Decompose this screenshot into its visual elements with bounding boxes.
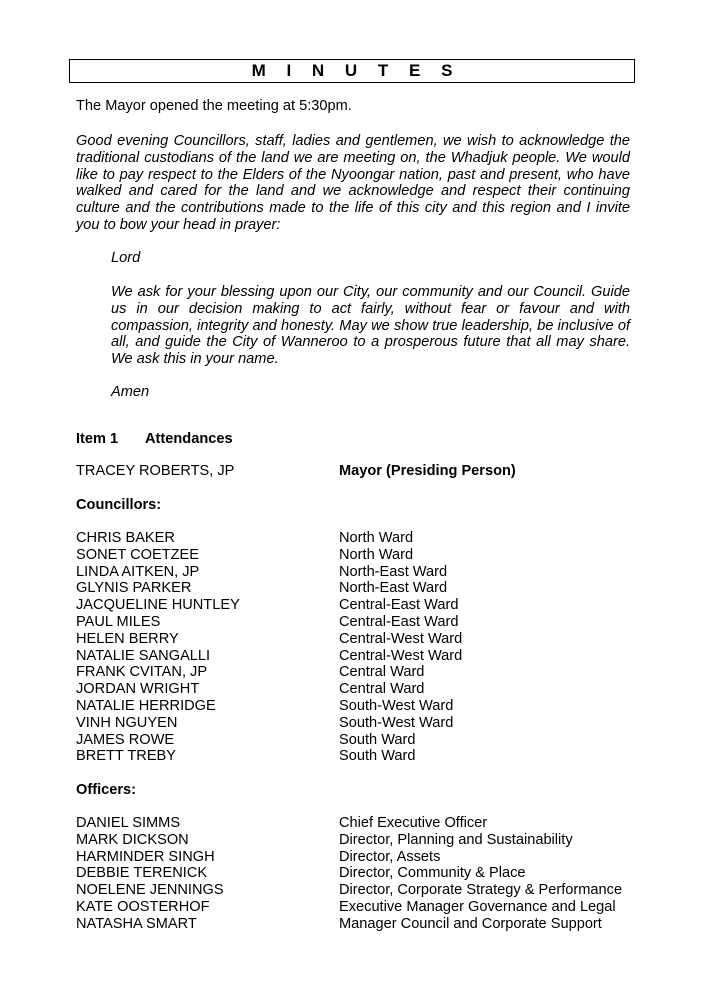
attendee-title: Chief Executive Officer xyxy=(339,815,488,831)
officer-row xyxy=(76,916,676,933)
councillors-heading: Councillors: xyxy=(76,497,162,513)
councillor-row xyxy=(76,547,676,564)
attendee-title: Director, Community & Place xyxy=(339,865,526,882)
acknowledgement-paragraph: Good evening Councillors, staff, ladies and gentlemen, we wish to acknowledge the traditional custodians of the land we are meeting on, the Whadjuk people. We would like to pay respect to the Elders of the Nyoongar nation, past and present, who have walked and cared for the land and we acknowledge and respect their continuing culture and the contributions made to the life of this city and this region and I invite you to bow your head in prayer: xyxy=(76,133,630,233)
attendee-ward: Central-West Ward xyxy=(339,647,463,664)
councillor-row xyxy=(76,748,676,765)
item-heading xyxy=(76,431,233,447)
councillor-row xyxy=(76,614,676,631)
opening-statement: The Mayor opened the meeting at 5:30pm. xyxy=(76,98,352,114)
attendee-ward: North-East Ward xyxy=(339,580,448,597)
attendee-name: NATALIE HERRIDGE xyxy=(76,697,216,714)
attendee-ward: South Ward xyxy=(339,731,416,748)
officer-row xyxy=(76,899,676,916)
attendee-ward: North Ward xyxy=(339,546,414,563)
attendee-name: NATASHA SMART xyxy=(76,915,197,932)
attendee-ward: North-East Ward xyxy=(339,563,448,580)
attendee-name: DEBBIE TERENICK xyxy=(76,865,208,882)
attendee-ward: South-West Ward xyxy=(339,714,454,731)
councillor-row xyxy=(76,564,676,581)
officer-row xyxy=(76,832,676,849)
councillor-row xyxy=(76,580,676,597)
attendee-name: JORDAN WRIGHT xyxy=(76,681,200,698)
councillor-row xyxy=(76,698,676,715)
attendee-name: KATE OOSTERHOF xyxy=(76,898,210,915)
attendee-ward: Central-West Ward xyxy=(339,630,463,647)
attendee-name: PAUL MILES xyxy=(76,613,161,630)
councillor-row xyxy=(76,715,676,732)
attendee-ward: Central Ward xyxy=(339,681,425,698)
councillor-row xyxy=(76,648,676,665)
attendee-name: HELEN BERRY xyxy=(76,630,179,647)
officer-row xyxy=(76,849,676,866)
councillor-row xyxy=(76,732,676,749)
attendee-name: NATALIE SANGALLI xyxy=(76,647,211,664)
officer-row xyxy=(76,865,676,882)
attendee-ward: South Ward xyxy=(339,748,416,765)
attendee-title: Director, Assets xyxy=(339,848,441,865)
attendee-title: Director, Planning and Sustainability xyxy=(339,831,573,848)
attendee-name: VINH NGUYEN xyxy=(76,714,178,731)
officers-list xyxy=(76,815,676,933)
attendee-name: MARK DICKSON xyxy=(76,831,189,848)
attendee-ward: South-West Ward xyxy=(339,697,454,714)
item-title: Attendances xyxy=(145,431,233,447)
attendee-ward: Central-East Ward xyxy=(339,613,459,630)
attendee-ward: Central-East Ward xyxy=(339,597,459,614)
officer-row xyxy=(76,882,676,899)
attendee-name: NOELENE JENNINGS xyxy=(76,882,224,899)
attendee-ward: Central Ward xyxy=(339,664,425,681)
attendee-name: JACQUELINE HUNTLEY xyxy=(76,597,240,614)
attendee-title: Executive Manager Governance and Legal xyxy=(339,898,616,915)
item-number: Item 1 xyxy=(76,431,119,447)
attendee-title: Director, Corporate Strategy & Performance xyxy=(339,882,623,899)
prayer-body: We ask for your blessing upon our City, our community and our Council. Guide us in our decision making to act fairly, without fear or favour and with compassion, integrity and honesty. May we show true leadership, be inclusive of all, and guide the City of Wanneroo to a prosperous future that all may share. We ask this in your name. xyxy=(111,284,630,368)
attendee-name: JAMES ROWE xyxy=(76,731,175,748)
councillor-row xyxy=(76,631,676,648)
councillor-row xyxy=(76,530,676,547)
prayer-closing: Amen xyxy=(111,384,150,400)
minutes-title: M I N U T E S xyxy=(69,59,635,83)
attendee-name: HARMINDER SINGH xyxy=(76,848,215,865)
councillor-row xyxy=(76,681,676,698)
attendee-ward: North Ward xyxy=(339,530,414,546)
attendee-name: LINDA AITKEN, JP xyxy=(76,563,200,580)
councillor-row xyxy=(76,597,676,614)
mayor-name: TRACEY ROBERTS, JP xyxy=(76,463,235,479)
prayer-salutation: Lord xyxy=(111,250,141,266)
attendee-name: GLYNIS PARKER xyxy=(76,580,192,597)
attendee-name: DANIEL SIMMS xyxy=(76,815,181,831)
officers-heading: Officers: xyxy=(76,782,137,798)
councillors-list xyxy=(76,530,676,765)
mayor-role: Mayor (Presiding Person) xyxy=(339,463,516,479)
attendee-name: SONET COETZEE xyxy=(76,546,199,563)
attendee-name: BRETT TREBY xyxy=(76,748,177,765)
attendee-title: Manager Council and Corporate Support xyxy=(339,915,602,932)
councillor-row xyxy=(76,664,676,681)
attendee-name: CHRIS BAKER xyxy=(76,530,175,546)
attendee-name: FRANK CVITAN, JP xyxy=(76,664,208,681)
officer-row xyxy=(76,815,676,832)
